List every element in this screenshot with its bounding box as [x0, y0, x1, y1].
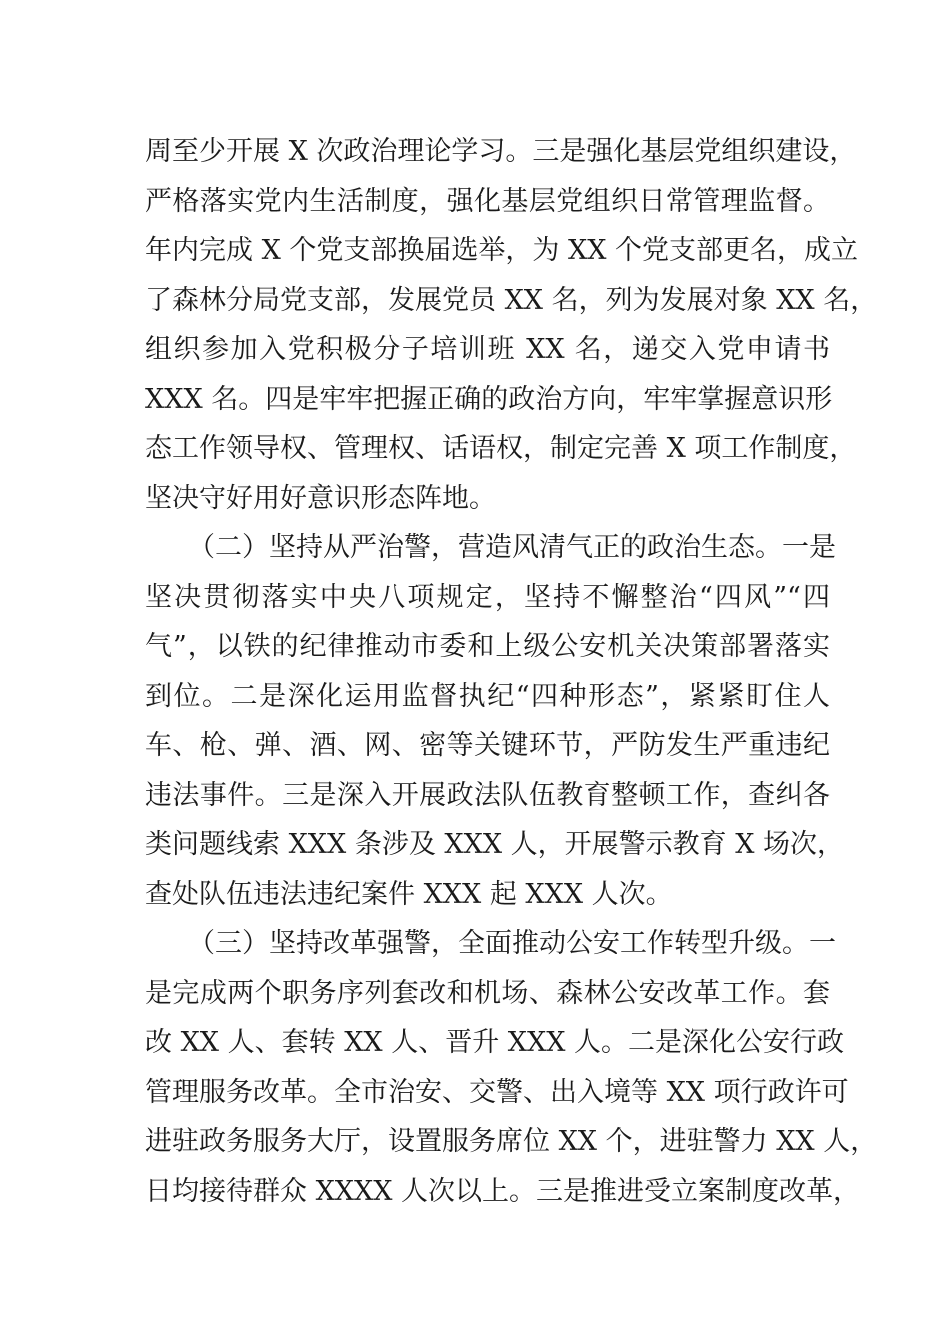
text-line: 组织参加入党积极分子培训班 XX 名，递交入党申请书	[145, 334, 830, 365]
text-line: 年内完成 X 个党支部换届选举，为 XX 个党支部更名，成立	[145, 235, 858, 266]
text-line: 严格落实党内生活制度，强化基层党组织日常管理监督。	[145, 185, 830, 217]
section-heading-line: （二）坚持从严治警，营造风清气正的政治生态。一是	[188, 532, 836, 563]
text-line: 类问题线索 XXX 条涉及 XXX 人，开展警示教育 X 场次，	[145, 829, 845, 860]
text-line: 态工作领导权、管理权、话语权，制定完善 X 项工作制度，	[145, 433, 857, 464]
text-line: 车、枪、弹、酒、网、密等关键环节，严防发生严重违纪	[145, 730, 830, 761]
text-line: 坚决贯彻落实中央八项规定，坚持不懈整治“四风”“四	[145, 581, 830, 613]
body-text	[145, 127, 878, 1216]
text-line: 气”，以铁的纪律推动市委和上级公安机关决策部署落实	[145, 631, 830, 662]
section-heading-line: （三）坚持改革强警，全面推动公安工作转型升级。一	[188, 928, 836, 959]
text-line: 了森林分局党支部，发展党员 XX 名，列为发展对象 XX 名，	[145, 284, 878, 316]
text-line: 周至少开展 X 次政治理论学习。三是强化基层党组织建设，	[145, 136, 857, 167]
text-line: 违法事件。三是深入开展政法队伍教育整顿工作，查纠各	[145, 779, 830, 811]
text-line: 改 XX 人、套转 XX 人、晋升 XXX 人。二是深化公安行政	[145, 1027, 845, 1058]
text-line: 坚决守好用好意识形态阵地。	[145, 482, 496, 514]
text-line: 查处队伍违法违纪案件 XXX 起 XXX 人次。	[145, 878, 673, 910]
text-line: 管理服务改革。全市治安、交警、出入境等 XX 项行政许可	[145, 1076, 849, 1108]
text-line: 到位。二是深化运用监督执纪“四种形态”，紧紧盯住人	[145, 680, 830, 712]
text-line: 日均接待群众 XXXX 人次以上。三是推进受立案制度改革，	[145, 1175, 861, 1207]
text-line: 进驻政务服务大厅，设置服务席位 XX 个，进驻警力 XX 人，	[145, 1126, 878, 1157]
text-line: XXX 名。四是牢牢把握正确的政治方向，牢牢掌握意识形	[145, 383, 833, 415]
text-line: 是完成两个职务序列套改和机场、森林公安改革工作。套	[145, 977, 830, 1009]
